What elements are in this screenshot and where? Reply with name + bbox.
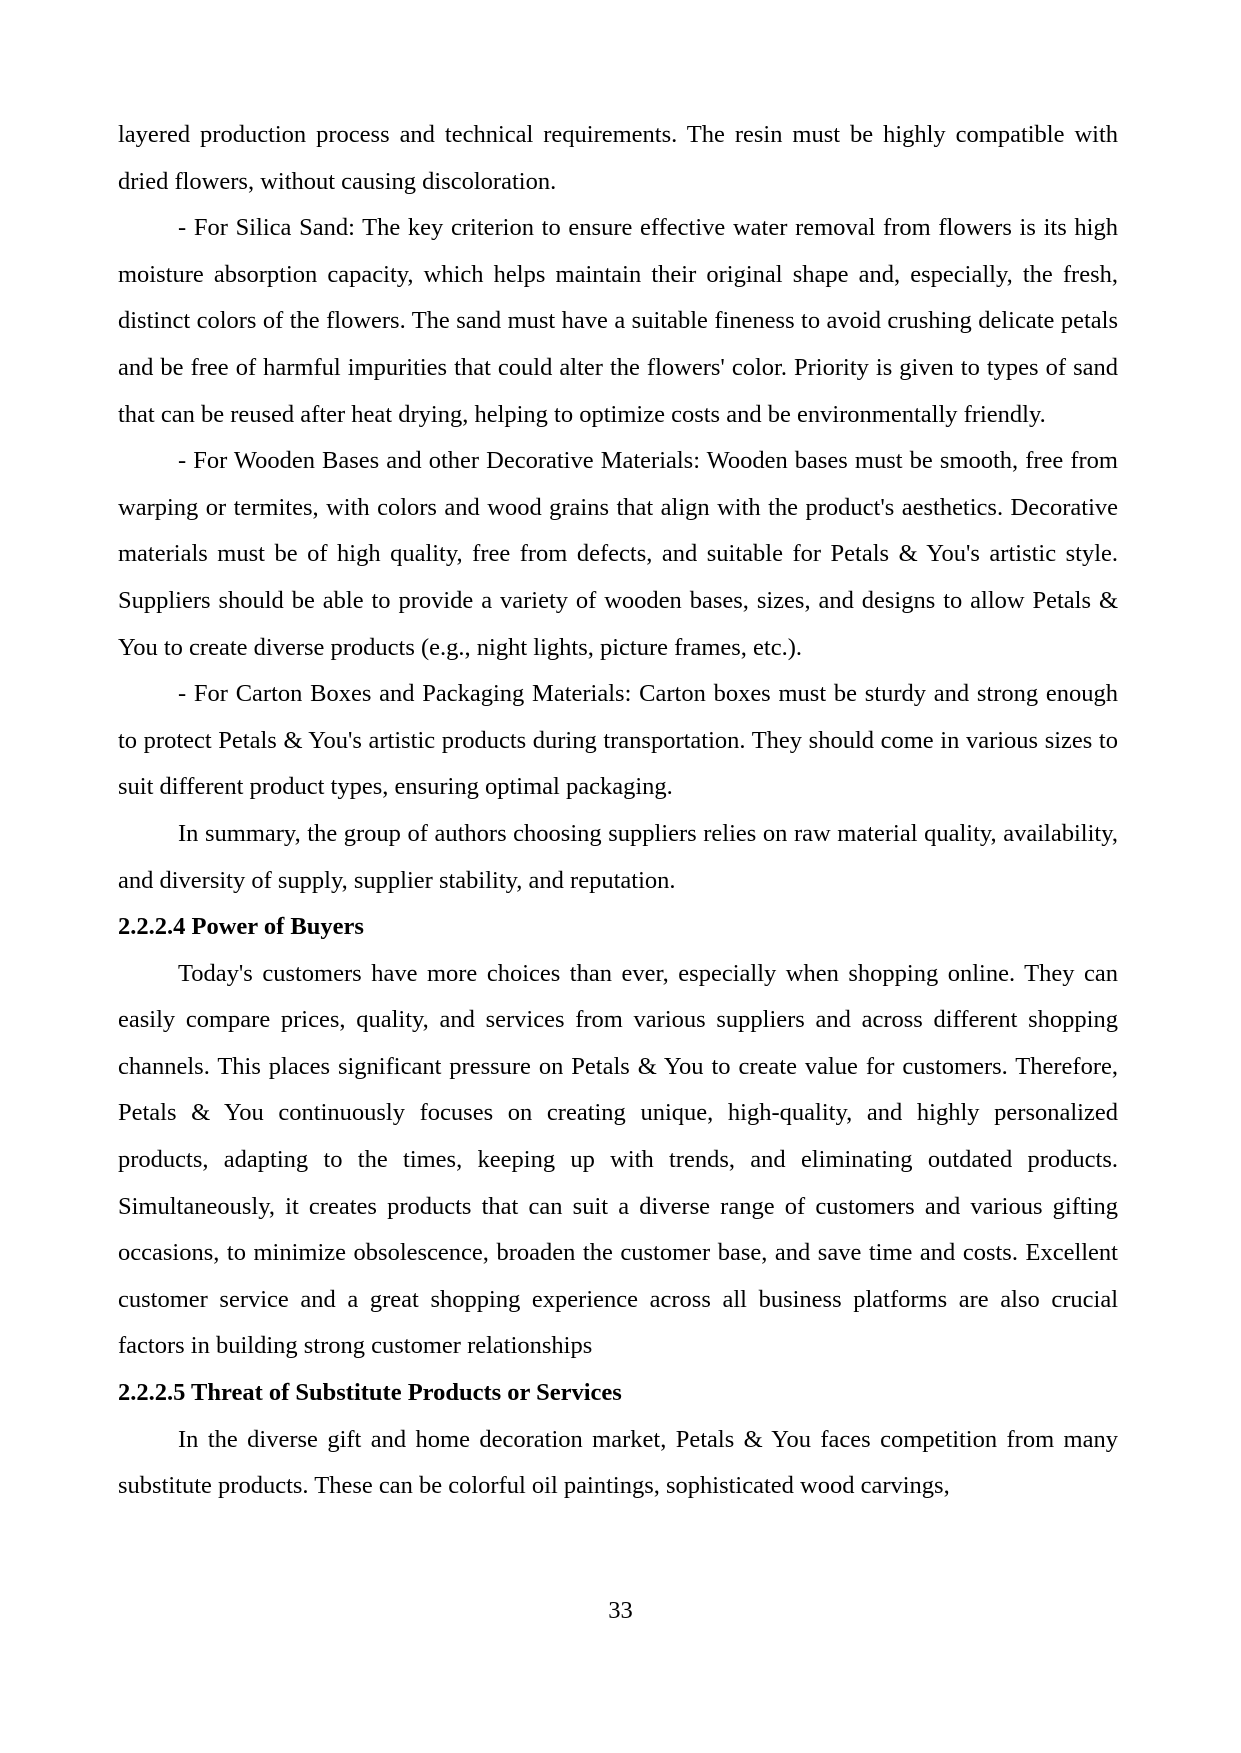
paragraph-power-of-buyers: Today's customers have more choices than ever, especially when shopping online. They can easily compare prices, quality, and services from various suppliers and across different shopping channels. This places significant pressure on Petals & You to create value for customers. Therefore, Petals & You continuously focuses on creating unique, high-quality, and highly personalized products, adapting to the times, keeping up with trends, and eliminating outdated products. Simultaneously, it creates products that can suit a diverse range of customers and various gifting occasions, to minimize obsolescence, broaden the customer base, and save time and costs. Excellent customer service and a great shopping experience across all business platforms are also crucial factors in building strong customer relationships [118,959,1118,1360]
page-number: 33 [608,1597,633,1624]
paragraph-summary: In summary, the group of authors choosing suppliers relies on raw material quality, availability, and diversity of supply, supplier stability, and reputation. [118,819,1118,894]
paragraph-substitutes: In the diverse gift and home decoration market, Petals & You faces competition from many substitute products. These can be colorful oil paintings, sophisticated wood carvings, [118,1425,1118,1500]
section-heading-power-of-buyers: 2.2.2.4 Power of Buyers [118,913,364,941]
paragraph-silica-sand: - For Silica Sand: The key criterion to ensure effective water removal from flowers is its high moisture absorption capacity, which helps maintain their original shape and, especially, the fresh, distinct colors of the flowers. The sand must have a suitable fineness to avoid crushing delicate petals and be free of harmful impurities that could alter the flowers' color. Priority is given to types of sand that can be reused after heat drying, helping to optimize costs and be environmentally friendly. [118,214,1118,428]
section-heading-threat-of-substitutes: 2.2.2.5 Threat of Substitute Products or Services [118,1379,622,1407]
paragraph-resin-continuation: layered production process and technical requirements. The resin must be highly compatible with dried flowers, without causing discoloration. [118,121,1118,195]
paragraph-wooden-bases: - For Wooden Bases and other Decorative Materials: Wooden bases must be smooth, free from warping or termites, with colors and wood grains that align with the product's aesthetics. Decorative materials must be of high quality, free from defects, and suitable for Petals & You's artistic style. Suppliers should be able to provide a variety of wooden bases, sizes, and designs to allow Petals & You to create diverse products (e.g., night lights, picture frames, etc.). [118,447,1118,661]
page-body [118,112,1118,1510]
paragraph-carton-boxes: - For Carton Boxes and Packaging Materials: Carton boxes must be sturdy and strong enough to protect Petals & You's artistic products during transportation. They should come in various sizes to suit different product types, ensuring optimal packaging. [118,680,1118,801]
